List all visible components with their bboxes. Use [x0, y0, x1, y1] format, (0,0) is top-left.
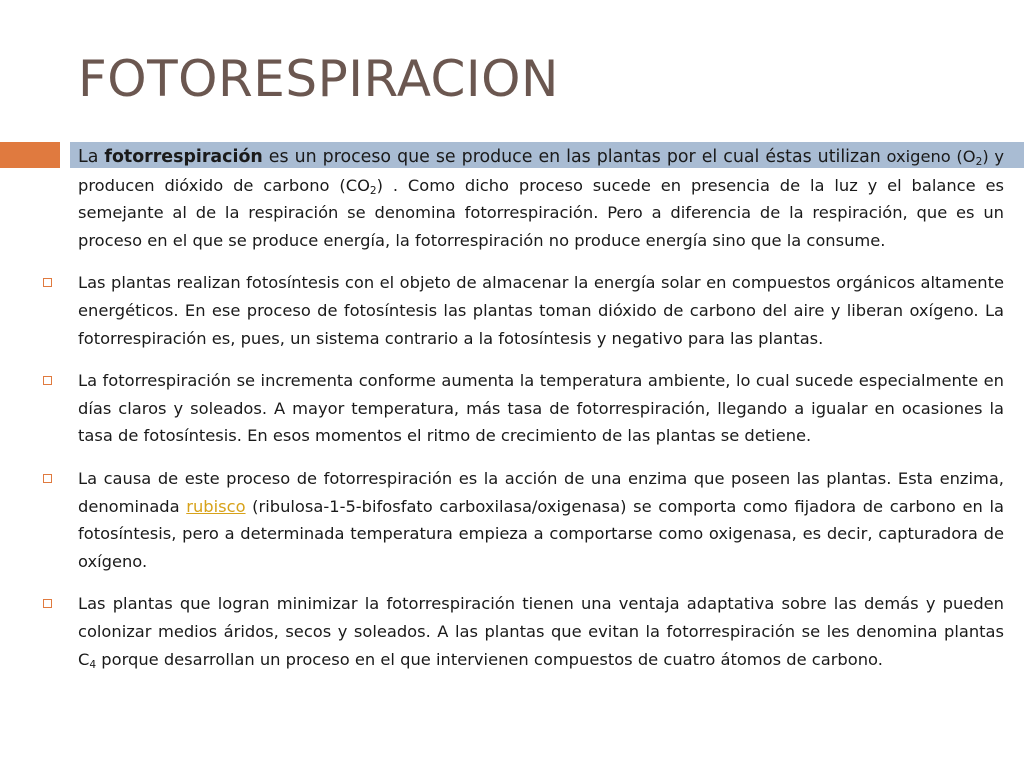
bullet-item-2	[78, 367, 1004, 450]
intro-text-f: ) . Como dicho proceso sucede en presencia de la luz y el balance es semejante al de la respiración se denomina fotorrespiración. Pero a diferencia de la respiración, que es un proceso en el que se produce energía, la fotorrespiración no produce energía sino que la consume.	[78, 175, 1004, 250]
intro-text-d: oxigeno (O	[886, 147, 976, 166]
bullet-text-4b: porque desarrollan un proceso en el que intervienen compuestos de cuatro átomos de carbono.	[96, 649, 883, 669]
bullet-text-2: La fotorrespiración se incrementa conforme aumenta la temperatura ambiente, lo cual sucede especialmente en días claros y soleados. A mayor temperatura, más tasa de fotorrespiración, llegando a igualar en ocasiones la tasa de fotosíntesis. En esos momentos el ritmo de crecimiento de las plantas se detiene.	[78, 371, 1004, 446]
square-bullet-icon	[43, 278, 52, 287]
square-bullet-icon	[43, 474, 52, 483]
intro-text-c: es un proceso que se produce en las plantas por el cual éstas utilizan	[262, 147, 881, 167]
bullet-item-4	[78, 590, 1004, 673]
square-bullet-icon	[43, 599, 52, 608]
bullet-text-3a: La causa de este proceso de fotorrespiración es la acción de una enzima que poseen las plantas. Esta enzima, denominada	[78, 468, 1004, 516]
slide-title: FOTORESPIRACION	[78, 50, 559, 108]
bullet-item-1	[78, 269, 1004, 352]
bullet-text-3b: (ribulosa-1-5-bifosfato carboxilasa/oxigenasa) se comporta como fijadora de carbono en la fotosíntesis, pero a determinada temperatura empieza a comportarse como oxigenasa, es decir, capturadora de oxígeno.	[78, 496, 1004, 571]
accent-bar	[0, 142, 60, 168]
bullet-text-4a: Las plantas que logran minimizar la fotorrespiración tienen una ventaja adaptativa sobre las demás y pueden colonizar medios áridos, secos y soleados. A las plantas que evitan la fotorrespiración se les denomina plantas C	[78, 594, 1004, 669]
o2-subscript: 2	[975, 156, 983, 168]
rubisco-link[interactable]: rubisco	[186, 496, 246, 516]
term-fotorrespiracion: fotorrespiración	[104, 147, 263, 167]
bullet-item-3	[78, 465, 1004, 575]
paragraph-intro	[78, 143, 1004, 254]
intro-text-e: ) y producen dióxido de carbono (CO	[78, 147, 1004, 195]
intro-text-a: La	[78, 147, 105, 167]
bullet-text-1: Las plantas realizan fotosíntesis con el objeto de almacenar la energía solar en compuestos orgánicos altamente energéticos. En ese proceso de fotosíntesis las plantas toman dióxido de carbono del aire y liberan oxígeno. La fotorrespiración es, pues, un sistema contrario a la fotosíntesis y negativo para las plantas.	[78, 273, 1004, 348]
square-bullet-icon	[43, 376, 52, 385]
c4-subscript: 4	[89, 658, 97, 671]
slide-body	[78, 143, 1004, 688]
co2-subscript: 2	[369, 184, 377, 197]
